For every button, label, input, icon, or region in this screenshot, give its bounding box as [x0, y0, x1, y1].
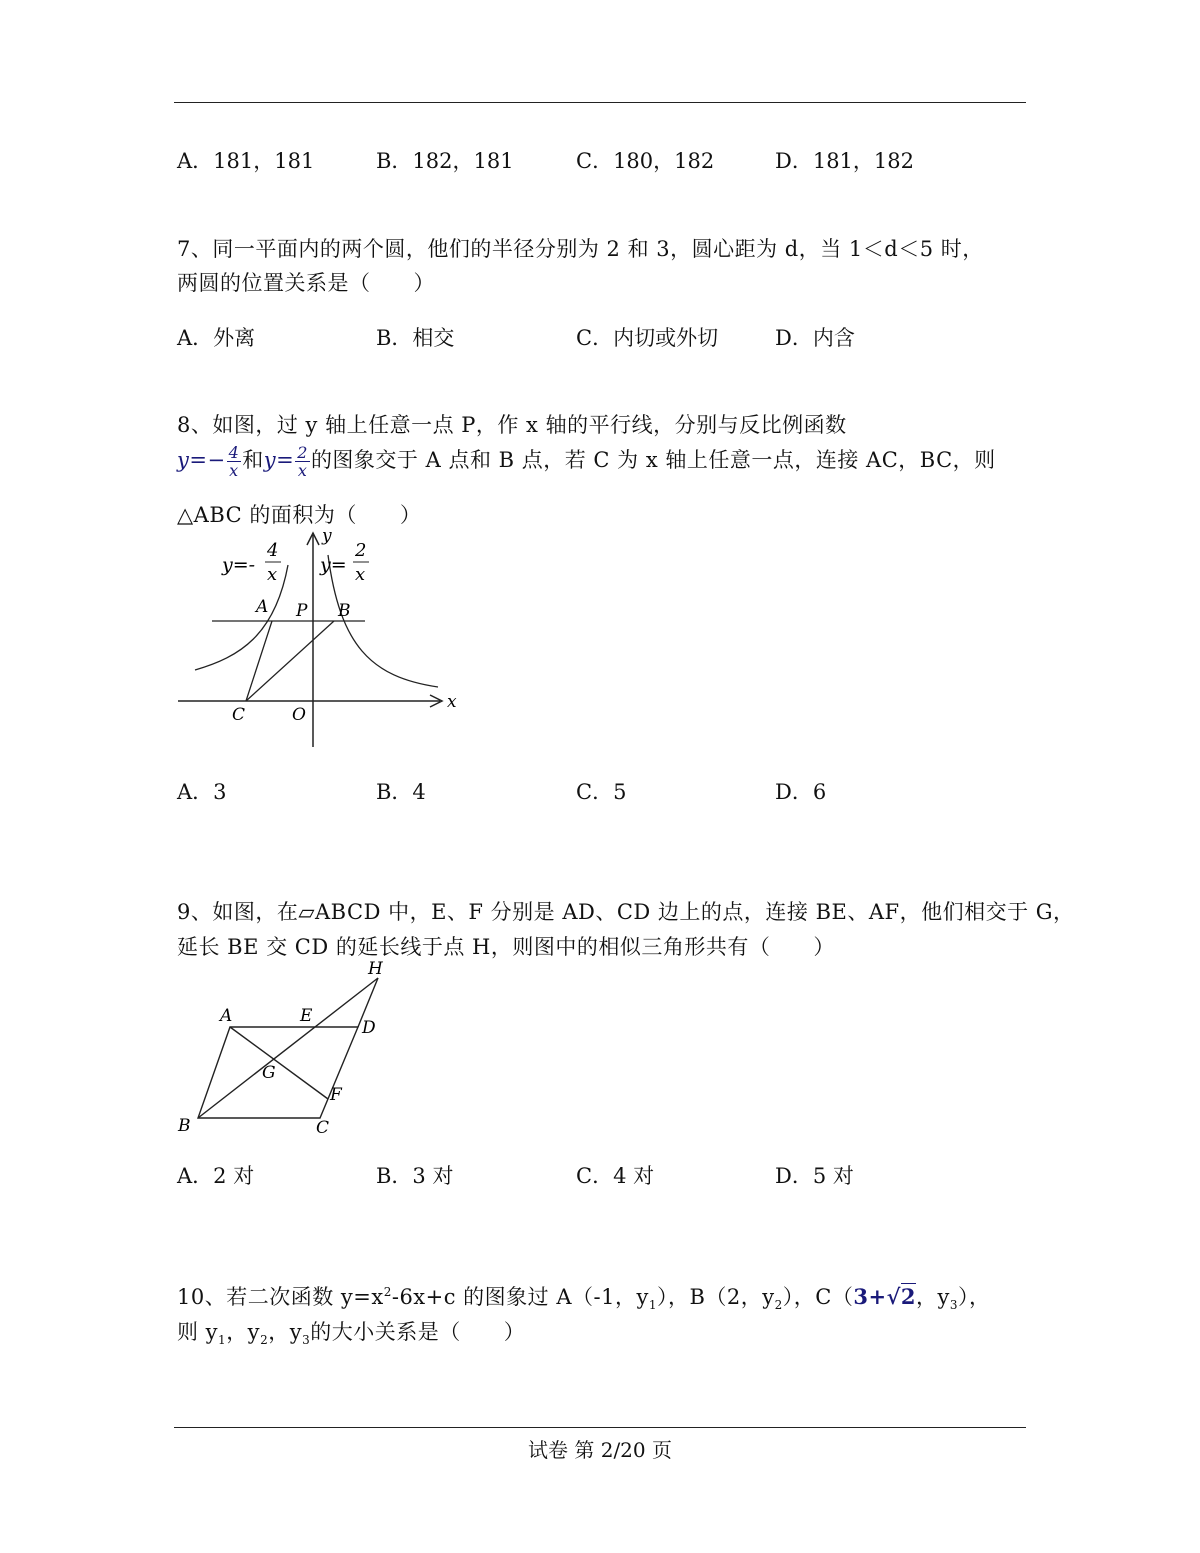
- q9-stem-line2: 延长 BE 交 CD 的延长线于点 H，则图中的相似三角形共有（ ）: [177, 935, 835, 959]
- q10-sup-2: 2: [383, 1285, 392, 1299]
- q10-stem-line2: [177, 1316, 525, 1347]
- q10-l2-b: ，y: [226, 1320, 261, 1344]
- q9-point-a: A: [220, 1006, 233, 1026]
- q9-point-h: H: [368, 959, 383, 979]
- q10-text-f: ），: [958, 1285, 991, 1309]
- q7-stem-line2: 两圆的位置关系是（ ）: [177, 271, 435, 295]
- q9-option-d: D．5 对: [775, 1164, 854, 1188]
- q8-stem-line3: △ABC 的面积为（ ）: [177, 503, 422, 527]
- q8-axis-y-label: y: [322, 526, 332, 546]
- q10-sub-2: 2: [774, 1298, 783, 1313]
- q8-label-left-den: x: [267, 564, 278, 585]
- footer-rule: [174, 1427, 1026, 1428]
- q9-point-c: C: [316, 1118, 330, 1138]
- q10-stem-line1: [177, 1281, 991, 1312]
- header-rule: [174, 102, 1026, 103]
- q9-point-g: G: [262, 1063, 276, 1083]
- q10-text-e: ，y: [916, 1285, 950, 1309]
- q8-eq2-lhs: y: [263, 448, 277, 472]
- q10-text-c: ），B（2，y: [656, 1285, 775, 1309]
- q8-axis-x-label: x: [447, 692, 457, 712]
- q8-point-p: P: [296, 601, 308, 621]
- q10-sub-1: 1: [648, 1298, 657, 1313]
- q10-text-a: 10、若二次函数 y=x: [177, 1285, 384, 1309]
- q10-l2-a: 则 y: [177, 1320, 219, 1344]
- q7-option-d: D．内含: [775, 326, 855, 350]
- q9-point-d: D: [362, 1018, 376, 1038]
- q8-eq2-den: x: [297, 461, 308, 480]
- q7-stem-line1: 7、同一平面内的两个圆，他们的半径分别为 2 和 3，圆心距为 d，当 1＜d＜5 时，: [177, 237, 984, 261]
- q8-stem-line1: 8、如图，过 y 轴上任意一点 P，作 x 轴的平行线，分别与反比例函数: [177, 413, 847, 437]
- q8-eq2-eq: =: [276, 448, 295, 472]
- q10-l2-c: ，y: [268, 1320, 303, 1344]
- q10-l2-sub-2: 2: [260, 1333, 269, 1348]
- q9-segment-af: [230, 1027, 328, 1099]
- q9-point-b: B: [178, 1116, 191, 1136]
- q8-label-right-den: x: [355, 564, 366, 585]
- q10-l2-d: 的大小关系是（ ）: [310, 1320, 526, 1344]
- q8-point-c: C: [232, 705, 246, 725]
- q8-label-right-num: 2: [355, 540, 367, 561]
- q7-option-c: C．内切或外切: [576, 326, 719, 350]
- q9-stem-line1: 9、如图，在▱ABCD 中，E、F 分别是 AD、CD 边上的点，连接 BE、AF，他们相交于 G，: [177, 900, 1075, 924]
- q8-label-right-eq: y=: [320, 554, 347, 576]
- q8-point-o: O: [292, 705, 306, 725]
- q8-label-left-num: 4: [267, 540, 279, 561]
- q8-point-a: A: [256, 597, 269, 617]
- q9-option-b: B．3 对: [376, 1164, 454, 1188]
- q10-sub-3: 3: [949, 1298, 959, 1313]
- q9-option-a: A．2 对: [177, 1164, 255, 1188]
- q8-option-b: B．4: [376, 780, 426, 804]
- q8-eq2-num: 2: [297, 443, 308, 462]
- q10-l2-sub-3: 3: [302, 1333, 311, 1348]
- q9-figure: [170, 955, 400, 1140]
- q8-eq-and: 和: [242, 448, 264, 472]
- q10-l2-sub-1: 1: [218, 1333, 227, 1348]
- q9-option-c: C．4 对: [576, 1164, 655, 1188]
- q10-radical-expr: [853, 1283, 916, 1309]
- q8-eq1-num: 4: [228, 443, 240, 462]
- q10-text-d: ），C（: [782, 1285, 854, 1309]
- q6-option-a: A．181，181: [177, 149, 315, 173]
- q9-point-e: E: [300, 1006, 313, 1026]
- q8-option-d: D．6: [775, 780, 827, 804]
- q8-point-b: B: [338, 601, 351, 621]
- q9-point-f: F: [330, 1085, 342, 1105]
- q8-stem-line2: [177, 444, 996, 479]
- q7-option-b: B．相交: [376, 326, 455, 350]
- q8-eq1-fraction: [227, 444, 242, 479]
- q10-rad-val: 2: [900, 1284, 917, 1309]
- q10-rad-sym: √: [886, 1284, 901, 1309]
- q8-eq1-den: x: [229, 461, 239, 480]
- q6-option-d: D．181，182: [775, 149, 915, 173]
- q8-label-left-eq: y=-: [222, 554, 256, 576]
- q7-option-a: A．外离: [177, 326, 256, 350]
- q9-segment-bh: [198, 978, 378, 1118]
- q6-option-c: C．180，182: [576, 149, 715, 173]
- q8-eq2-fraction: [295, 444, 310, 479]
- q8-option-a: A．3: [177, 780, 227, 804]
- q10-text-b: -6x+c 的图象过 A（-1，y: [391, 1285, 649, 1309]
- q10-rad-pre: 3+: [853, 1284, 887, 1309]
- q8-eq1-lhs: y: [177, 448, 190, 472]
- q8-option-c: C．5: [576, 780, 627, 804]
- q8-stem-line2-rest: 的图象交于 A 点和 B 点，若 C 为 x 轴上任意一点，连接 AC，BC，则: [310, 448, 996, 472]
- q6-option-b: B．182，181: [376, 149, 514, 173]
- q8-eq1-eq: =−: [189, 448, 226, 472]
- q8-figure: [170, 525, 470, 755]
- page-footer: 试卷 第 2/20 页: [528, 1438, 672, 1462]
